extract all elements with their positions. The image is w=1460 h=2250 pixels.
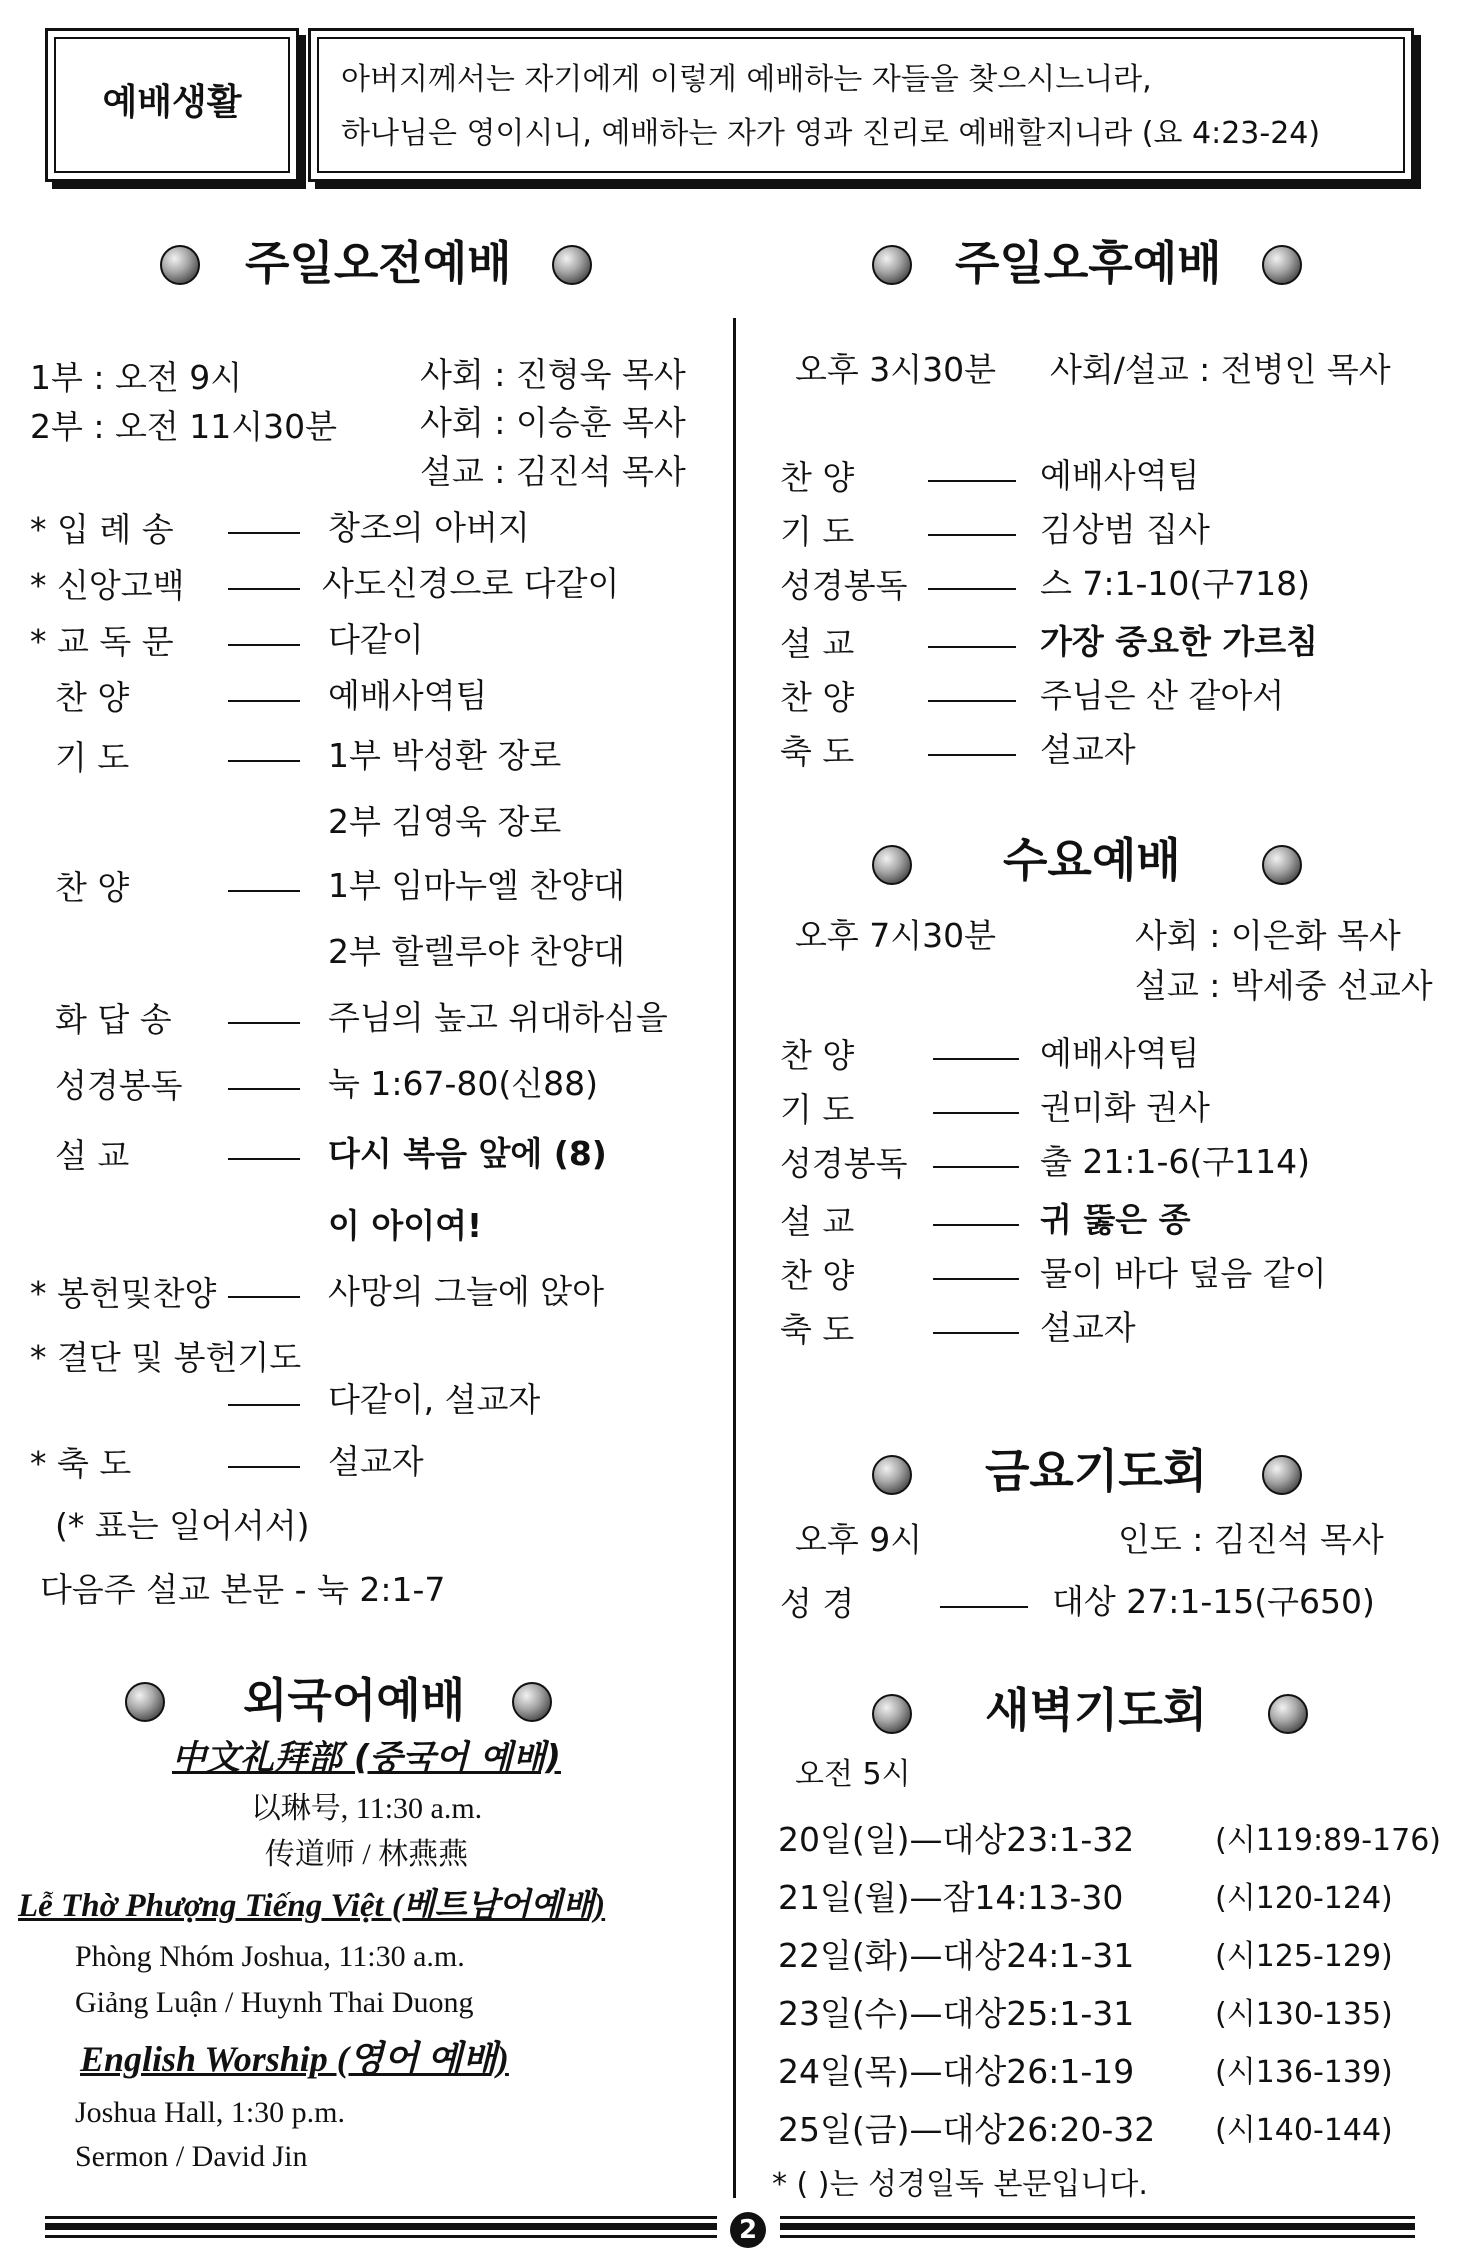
bullet-ball-icon xyxy=(872,245,912,285)
bullet-ball-icon xyxy=(872,1694,912,1734)
dawn-day-reading: 24일(목)—대상26:1-19 xyxy=(778,2052,1135,2091)
dash-line xyxy=(928,480,1016,482)
dash-line xyxy=(228,532,300,534)
dash-line xyxy=(228,1466,300,1468)
order-value: 사도신경으로 다같이 xyxy=(322,564,620,603)
chinese-worship-line2: 传道师 / 林燕燕 xyxy=(264,1838,469,1871)
wednesday-preacher: 설교 : 박세중 선교사 xyxy=(1135,966,1433,1005)
afternoon-leader: 사회/설교 : 전병인 목사 xyxy=(1050,350,1391,389)
dash-line xyxy=(228,760,300,762)
order-label: * 결단 및 봉헌기도 xyxy=(30,1338,302,1377)
dash-line xyxy=(933,1278,1019,1280)
dawn-psalm-reading: (시120-124) xyxy=(1215,1881,1393,1916)
dawn-title: 새벽기도회 xyxy=(985,1683,1208,1737)
order-label: 축 도 xyxy=(780,1310,855,1349)
afternoon-time: 오후 3시30분 xyxy=(795,350,996,389)
order-label: * 축 도 xyxy=(30,1444,132,1483)
order-value: 2부 김영욱 장로 xyxy=(328,802,562,841)
order-value: 다같이, 설교자 xyxy=(328,1380,541,1419)
dash-line xyxy=(228,1088,300,1090)
chinese-worship-line1: 以琳号, 11:30 a.m. xyxy=(250,1792,483,1825)
dawn-psalm-reading: (시140-144) xyxy=(1215,2113,1393,2148)
dawn-psalm-reading: (시125-129) xyxy=(1215,1939,1393,1974)
dash-line xyxy=(228,1158,300,1160)
morning-s2-time: 2부 : 오전 11시30분 xyxy=(30,407,337,446)
order-label: 성경봉독 xyxy=(55,1066,183,1105)
order-label: 설 교 xyxy=(780,624,855,663)
vietnamese-worship-line1: Phòng Nhóm Joshua, 11:30 a.m. xyxy=(75,1940,465,1973)
order-value: 설교자 xyxy=(1040,730,1136,769)
order-label: * 입 례 송 xyxy=(30,510,174,549)
morning-s1-leader: 사회 : 진형욱 목사 xyxy=(420,355,686,394)
order-label: * 봉헌및찬양 xyxy=(30,1274,217,1313)
order-value: 스 7:1-10(구718) xyxy=(1040,564,1310,603)
order-value: 1부 박성환 장로 xyxy=(328,736,562,775)
order-label: 성경봉독 xyxy=(780,1144,908,1183)
header-label: 예배생활 xyxy=(102,82,242,123)
bullet-ball-icon xyxy=(1262,245,1302,285)
wednesday-time: 오후 7시30분 xyxy=(795,916,996,955)
sermon-title: 귀 뚫은 종 xyxy=(1040,1200,1191,1239)
bullet-ball-icon xyxy=(1268,1694,1308,1734)
dawn-note: * ( )는 성경일독 본문입니다. xyxy=(772,2167,1148,2202)
order-label: 찬 양 xyxy=(780,1036,855,1075)
bullet-ball-icon xyxy=(872,845,912,885)
order-value: 물이 바다 덮음 같이 xyxy=(1040,1254,1327,1293)
order-value: 출 21:1-6(구114) xyxy=(1040,1142,1310,1181)
dash-line xyxy=(933,1166,1019,1168)
dawn-psalm-reading: (시136-139) xyxy=(1215,2055,1393,2090)
header-verse-box xyxy=(308,28,1414,182)
dash-line xyxy=(933,1112,1019,1114)
dash-line xyxy=(933,1224,1019,1226)
next-sermon: 다음주 설교 본문 - 눅 2:1-7 xyxy=(40,1570,446,1609)
footer-rule-left xyxy=(45,2216,717,2238)
dash-line xyxy=(228,700,300,702)
dawn-day-reading: 20일(일)—대상23:1-32 xyxy=(778,1820,1135,1859)
dash-line xyxy=(933,1058,1019,1060)
bullet-ball-icon xyxy=(1262,1455,1302,1495)
vietnamese-worship-title: Lễ Thờ Phượng Tiếng Việt (베트남어예배) xyxy=(18,1888,606,1924)
sermon-title: 가장 중요한 가르침 xyxy=(1040,622,1319,661)
order-label: * 교 독 문 xyxy=(30,622,174,661)
morning-s2-leader: 사회 : 이승훈 목사 xyxy=(420,403,686,442)
order-value: 눅 1:67-80(신88) xyxy=(328,1064,598,1103)
sermon-title-line2: 이 아이여! xyxy=(328,1206,483,1245)
order-value: 예배사역팀 xyxy=(1040,1034,1200,1073)
vietnamese-worship-line2: Giảng Luận / Huynh Thai Duong xyxy=(75,1986,474,2019)
order-value: 예배사역팀 xyxy=(1040,456,1200,495)
dash-line xyxy=(940,1606,1028,1608)
order-value: 설교자 xyxy=(1040,1308,1136,1347)
order-value: 창조의 아버지 xyxy=(328,508,530,547)
order-label: 화 답 송 xyxy=(55,1000,172,1039)
dash-line xyxy=(928,754,1016,756)
afternoon-title: 주일오후예배 xyxy=(955,236,1222,290)
dawn-day-reading: 22일(화)—대상24:1-31 xyxy=(778,1936,1135,1975)
order-label: 찬 양 xyxy=(780,1256,855,1295)
wednesday-leader: 사회 : 이은화 목사 xyxy=(1135,916,1401,955)
friday-scripture-value: 대상 27:1-15(구650) xyxy=(1052,1582,1375,1621)
order-label: 기 도 xyxy=(55,738,130,777)
dash-line xyxy=(228,644,300,646)
page-number: 2 xyxy=(730,2212,766,2248)
order-value: 설교자 xyxy=(328,1442,424,1481)
friday-scripture-label: 성 경 xyxy=(780,1584,855,1623)
order-label: 설 교 xyxy=(780,1202,855,1241)
english-worship-title: English Worship (영어 예배) xyxy=(80,2039,509,2079)
order-label: 찬 양 xyxy=(55,678,130,717)
chinese-worship-title: 中文礼拜部 (중국어 예배) xyxy=(172,1738,561,1778)
dash-line xyxy=(928,588,1016,590)
order-value: 김상범 집사 xyxy=(1040,510,1210,549)
order-label: * 신앙고백 xyxy=(30,566,185,605)
order-label: 성경봉독 xyxy=(780,566,908,605)
order-label: 기 도 xyxy=(780,1090,855,1129)
dawn-day-reading: 25일(금)—대상26:20-32 xyxy=(778,2110,1156,2149)
header-verse-line2: 하나님은 영이시니, 예배하는 자가 영과 진리로 예배할지니라 (요 4:23-24) xyxy=(341,116,1321,151)
dawn-psalm-reading: (시119:89-176) xyxy=(1215,1823,1442,1858)
order-label: 찬 양 xyxy=(55,868,130,907)
morning-s1-time: 1부 : 오전 9시 xyxy=(30,358,243,397)
header-verse-line1: 아버지께서는 자기에게 이렇게 예배하는 자들을 찾으시느니라, xyxy=(341,62,1152,97)
dash-line xyxy=(228,890,300,892)
order-label: 축 도 xyxy=(780,732,855,771)
dash-line xyxy=(928,534,1016,536)
friday-time: 오후 9시 xyxy=(795,1520,923,1559)
header-label-box xyxy=(45,28,299,182)
order-value: 주님은 산 같아서 xyxy=(1040,676,1285,715)
order-value: 예배사역팀 xyxy=(328,676,488,715)
friday-title: 금요기도회 xyxy=(985,1444,1208,1498)
morning-note: (* 표는 일어서서) xyxy=(55,1506,310,1545)
dash-line xyxy=(928,700,1016,702)
order-value: 권미화 권사 xyxy=(1040,1088,1210,1127)
order-value: 2부 할렐루야 찬양대 xyxy=(328,932,625,971)
dash-line xyxy=(928,646,1016,648)
bullet-ball-icon xyxy=(160,245,200,285)
morning-preacher: 설교 : 김진석 목사 xyxy=(420,452,686,491)
order-label: 찬 양 xyxy=(780,458,855,497)
dash-line xyxy=(933,1332,1019,1334)
dawn-day-reading: 23일(수)—대상25:1-31 xyxy=(778,1994,1135,2033)
bullet-ball-icon xyxy=(512,1682,552,1722)
dash-line xyxy=(228,1022,300,1024)
foreign-title: 외국어예배 xyxy=(243,1673,466,1727)
order-value: 1부 임마누엘 찬양대 xyxy=(328,866,625,905)
bullet-ball-icon xyxy=(872,1455,912,1495)
english-worship-line1: Joshua Hall, 1:30 p.m. xyxy=(75,2096,345,2129)
bullet-ball-icon xyxy=(1262,845,1302,885)
dash-line xyxy=(228,1296,300,1298)
footer-rule-right xyxy=(780,2216,1415,2238)
wednesday-title: 수요예배 xyxy=(1003,833,1181,887)
column-divider xyxy=(733,318,736,2198)
order-value: 다같이 xyxy=(328,620,424,659)
bullet-ball-icon xyxy=(552,245,592,285)
bullet-ball-icon xyxy=(125,1682,165,1722)
dash-line xyxy=(228,1404,300,1406)
order-label: 찬 양 xyxy=(780,678,855,717)
dawn-time: 오전 5시 xyxy=(795,1757,911,1792)
dawn-day-reading: 21일(월)—잠14:13-30 xyxy=(778,1878,1124,1917)
order-label: 기 도 xyxy=(780,512,855,551)
english-worship-line2: Sermon / David Jin xyxy=(75,2140,308,2173)
dash-line xyxy=(228,588,300,590)
morning-title: 주일오전예배 xyxy=(245,236,512,290)
order-label: 설 교 xyxy=(55,1136,130,1175)
dawn-psalm-reading: (시130-135) xyxy=(1215,1997,1393,2032)
sermon-title: 다시 복음 앞에 (8) xyxy=(328,1134,607,1173)
friday-leader: 인도 : 김진석 목사 xyxy=(1118,1520,1384,1559)
order-value: 사망의 그늘에 앉아 xyxy=(328,1272,605,1311)
order-value: 주님의 높고 위대하심을 xyxy=(328,998,668,1037)
